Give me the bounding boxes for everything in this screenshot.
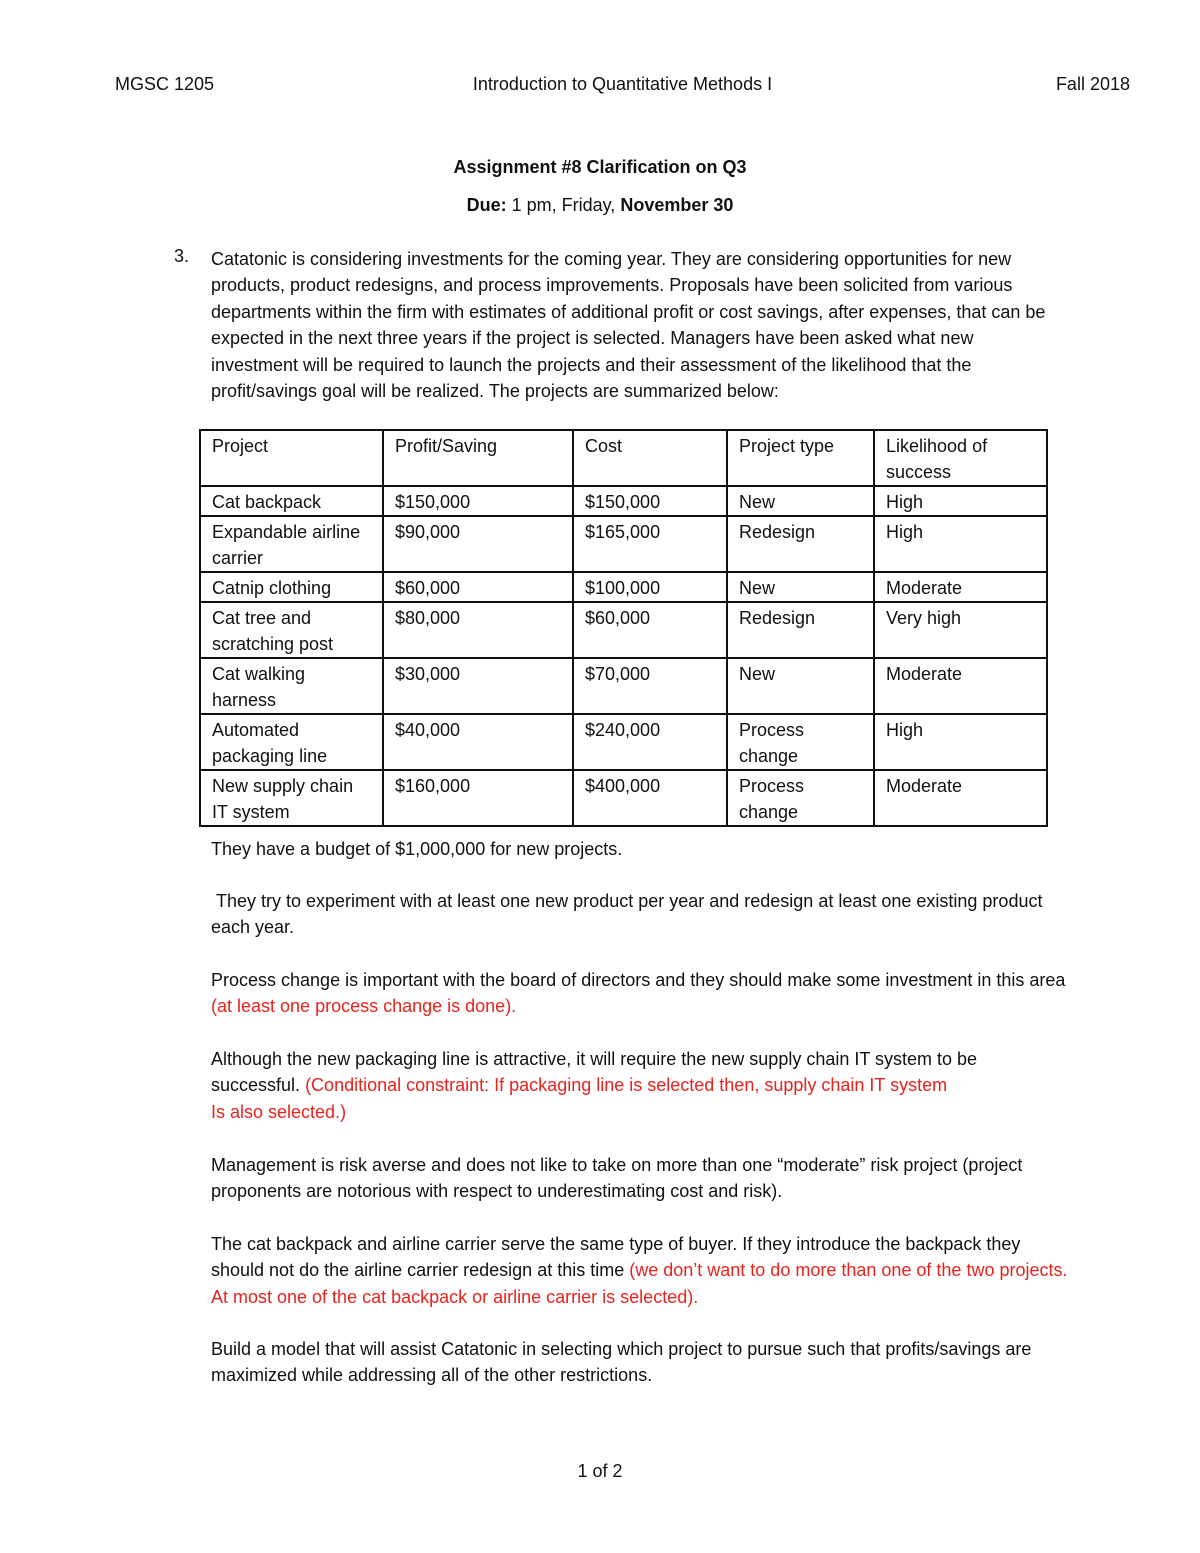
table-row <box>200 602 1047 658</box>
table-cell: Automated packaging line <box>200 714 383 770</box>
course-title: Introduction to Quantitative Methods I <box>472 74 773 94</box>
process-note: (at least one process change is done). <box>211 996 517 1017</box>
table-cell: High <box>874 486 1047 516</box>
packaging-note-1: (Conditional constraint: If packaging line is selected then, supply chain IT system <box>305 1075 948 1096</box>
table-cell: $90,000 <box>383 516 573 572</box>
header-cell: Project <box>200 430 383 486</box>
question-number: 3. <box>174 246 190 266</box>
term: Fall 2018 <box>1055 74 1130 94</box>
header-cell: Profit/Saving <box>383 430 573 486</box>
table-cell: Moderate <box>874 572 1047 602</box>
table-cell: $70,000 <box>573 658 727 714</box>
table-cell: $60,000 <box>573 602 727 658</box>
table-cell: Redesign <box>727 602 874 658</box>
table-cell: $30,000 <box>383 658 573 714</box>
table-cell: Cat backpack <box>200 486 383 516</box>
table-cell: $80,000 <box>383 602 573 658</box>
table-cell: Redesign <box>727 516 874 572</box>
table-cell: Catnip clothing <box>200 572 383 602</box>
table-cell: $400,000 <box>573 770 727 826</box>
page-header <box>115 74 1130 100</box>
table-cell: $150,000 <box>573 486 727 516</box>
packaging-text: Although the new packaging line is attractive, it will require the new supply chain IT system to be successful. <box>211 1049 978 1096</box>
table-cell: New <box>727 486 874 516</box>
document-title: Assignment #8 Clarification on Q3 <box>453 157 747 177</box>
experiment-paragraph: They try to experiment with at least one new product per year and redesign at least one existing product each year. <box>211 891 1043 938</box>
packaging-paragraph <box>211 1046 1071 1125</box>
table-cell: $40,000 <box>383 714 573 770</box>
course-code: MGSC 1205 <box>115 74 215 94</box>
process-paragraph <box>211 967 1071 1020</box>
process-text: Process change is important with the board of directors and they should make some investment in this area <box>211 970 1066 990</box>
table-cell: Expandable airline carrier <box>200 516 383 572</box>
table-cell: $165,000 <box>573 516 727 572</box>
budget-paragraph: They have a budget of $1,000,000 for new projects. <box>211 839 623 859</box>
table-row <box>200 770 1047 826</box>
header-cell: Likelihood of success <box>874 430 1047 486</box>
table-cell: Process change <box>727 714 874 770</box>
question-text: Catatonic is considering investments for the coming year. They are considering opportunities for new products, product redesigns, and process improvements. Proposals have been solicited from various departments within the firm with estimates of additional profit or cost savings, after expenses, that can be expected in the next three years if the project is selected. Managers have been asked what new investment will be required to launch the projects and their assessment of the likelihood that the profit/savings goal will be realized. The projects are summarized below: <box>211 249 1046 402</box>
table-row <box>200 516 1047 572</box>
model-paragraph: Build a model that will assist Catatonic in selecting which project to pursue such that profits/savings are maximized while addressing all of the other restrictions. <box>211 1339 1032 1386</box>
table-cell: $60,000 <box>383 572 573 602</box>
table-cell: $160,000 <box>383 770 573 826</box>
table-cell: Moderate <box>874 770 1047 826</box>
table-cell: $240,000 <box>573 714 727 770</box>
table-cell: $150,000 <box>383 486 573 516</box>
table-cell: $100,000 <box>573 572 727 602</box>
table-row <box>200 714 1047 770</box>
table-cell: New <box>727 572 874 602</box>
backpack-note: (we don’t want to do more than one of the two projects. At most one of the cat backpack or airline carrier is selected). <box>211 1260 1068 1307</box>
header-cell: Cost <box>573 430 727 486</box>
table-cell: Cat tree and scratching post <box>200 602 383 658</box>
table-cell: High <box>874 516 1047 572</box>
due-label: Due: <box>466 195 507 215</box>
table-cell: Moderate <box>874 658 1047 714</box>
packaging-note-2: Is also selected.) <box>211 1101 347 1122</box>
table-cell: Cat walking harness <box>200 658 383 714</box>
table-cell: Process change <box>727 770 874 826</box>
table-cell: New <box>727 658 874 714</box>
due-time: 1 pm, Friday, <box>511 195 616 215</box>
due-date: November 30 <box>620 195 734 215</box>
table-cell: New supply chain IT system <box>200 770 383 826</box>
risk-paragraph: Management is risk averse and does not like to take on more than one “moderate” risk project (project proponents are notorious with respect to underestimating cost and risk). <box>211 1155 1023 1202</box>
table-row <box>200 486 1047 516</box>
table-row <box>200 658 1047 714</box>
projects-table <box>199 429 1048 827</box>
due-line <box>0 195 1200 216</box>
header-cell: Project type <box>727 430 874 486</box>
backpack-paragraph <box>211 1231 1071 1310</box>
table-cell: High <box>874 714 1047 770</box>
table-cell: Very high <box>874 602 1047 658</box>
page-number: 1 of 2 <box>577 1461 623 1481</box>
backpack-text: The cat backpack and airline carrier serve the same type of buyer. If they introduce the backpack they should not do the airline carrier redesign at this time <box>211 1234 1021 1281</box>
table-row <box>200 572 1047 602</box>
table-header-row <box>200 430 1047 486</box>
